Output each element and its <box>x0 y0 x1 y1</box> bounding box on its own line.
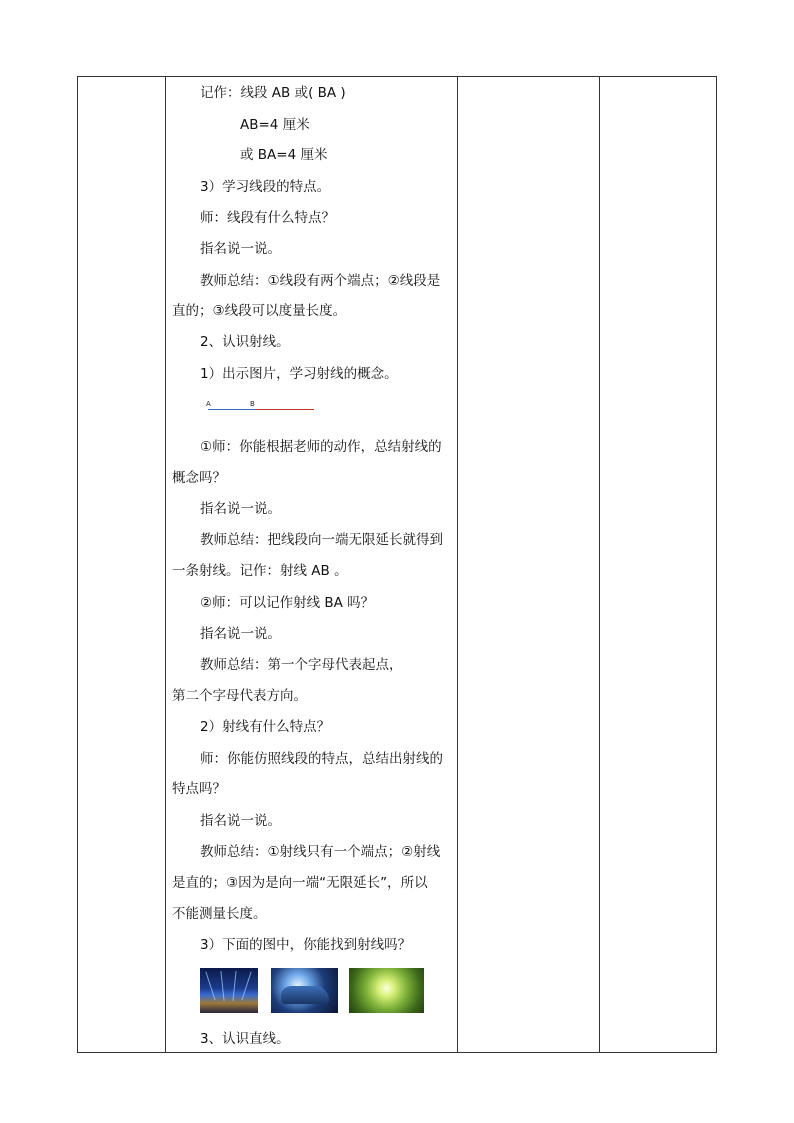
text-line: 教师总结：第一个字母代表起点， <box>200 657 403 673</box>
point-b-label: B <box>250 400 255 408</box>
text-line: AB=4 厘米 <box>240 117 310 133</box>
text-line: 一条射线。记作：射线 AB 。 <box>172 563 348 579</box>
car-shape <box>281 986 329 1004</box>
text-line: 或 BA=4 厘米 <box>240 147 328 163</box>
sunlight-forest-photo <box>349 968 424 1013</box>
ray-diagram <box>206 400 316 414</box>
text-line: 特点吗？ <box>172 781 226 797</box>
text-line: 2、认识射线。 <box>200 334 290 350</box>
text-line: 指名说一说。 <box>200 501 281 517</box>
text-line: 指名说一说。 <box>200 241 281 257</box>
point-a-label: A <box>206 400 211 408</box>
text-line: 直的；③线段可以度量长度。 <box>172 303 347 319</box>
ray-extension-line <box>256 409 314 410</box>
text-line: 3）下面的图中，你能找到射线吗？ <box>200 937 412 953</box>
text-line: 第二个字母代表方向。 <box>172 688 307 704</box>
city-light-beams-photo <box>200 968 258 1013</box>
column-divider-3 <box>599 77 600 1052</box>
text-line: 是直的；③因为是向一端“无限延长”，所以 <box>172 875 428 891</box>
text-line: 教师总结：①射线只有一个端点；②射线 <box>200 844 441 860</box>
text-line: 记作：线段 AB 或( BA ) <box>200 85 346 101</box>
text-line: 1）出示图片，学习射线的概念。 <box>200 366 398 382</box>
segment-ab-line <box>208 409 256 410</box>
text-line: 师：线段有什么特点？ <box>200 210 335 226</box>
car-headlight-photo <box>271 968 338 1013</box>
text-line: 3）学习线段的特点。 <box>200 179 331 195</box>
text-line: ②师：可以记作射线 BA 吗？ <box>200 595 375 611</box>
text-line: 概念吗？ <box>172 470 226 486</box>
text-line: 教师总结：把线段向一端无限延长就得到 <box>200 532 443 548</box>
text-line: 指名说一说。 <box>200 813 281 829</box>
text-line: 2）射线有什么特点？ <box>200 719 331 735</box>
column-divider-2 <box>457 77 458 1052</box>
text-line: 不能测量长度。 <box>172 906 267 922</box>
text-line: 3、认识直线。 <box>200 1031 290 1047</box>
text-line: ①师：你能根据老师的动作，总结射线的 <box>200 439 442 455</box>
text-line: 师：你能仿照线段的特点，总结出射线的 <box>200 751 443 767</box>
text-line: 指名说一说。 <box>200 626 281 642</box>
text-line: 教师总结：①线段有两个端点；②线段是 <box>200 273 441 289</box>
column-divider-1 <box>165 77 166 1052</box>
